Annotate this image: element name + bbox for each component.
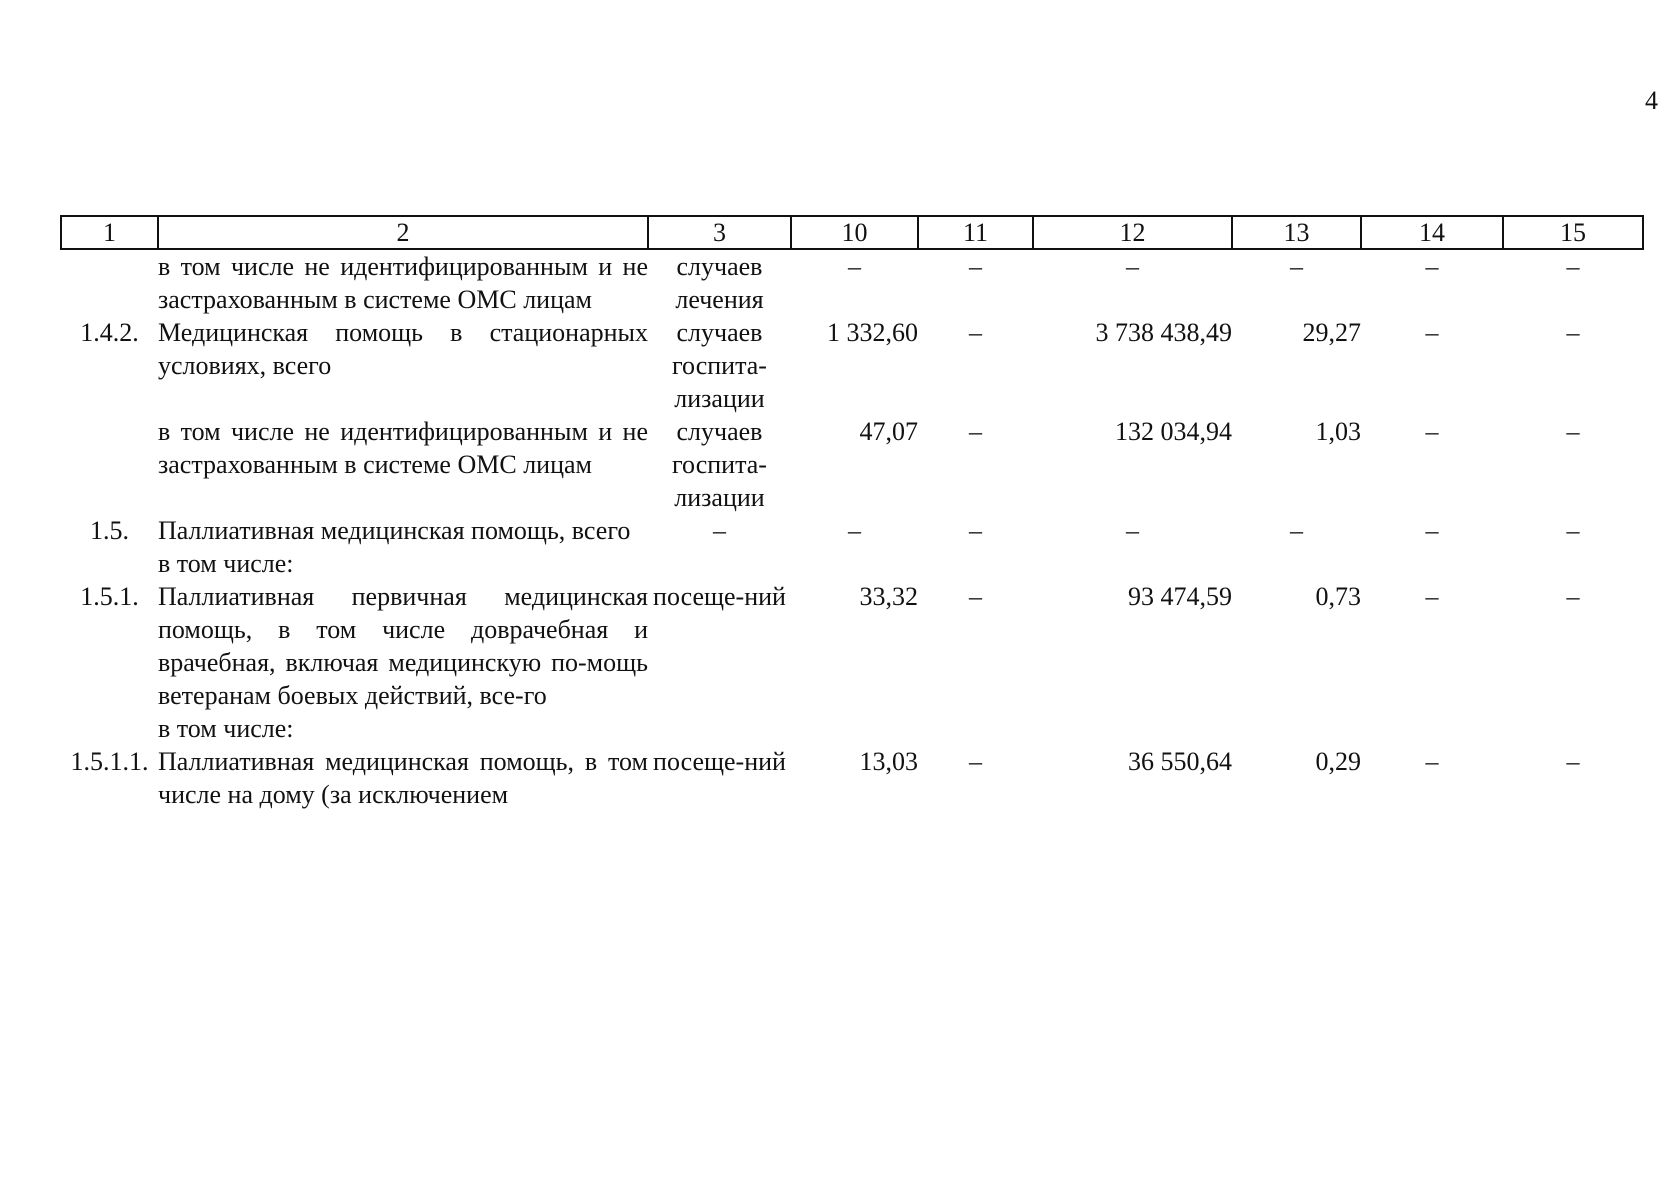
cell-col-14: – (1425, 747, 1439, 776)
cell-col-13: 1,03 (1315, 417, 1361, 446)
data-table (60, 215, 1644, 811)
cell-col-11: – (969, 582, 982, 611)
row-name: в том числе: (158, 714, 294, 743)
cell-col-14: – (1425, 318, 1439, 347)
cell-col-12: 36 550,64 (1128, 747, 1232, 776)
row-name: Медицинская помощь в стационарных условиях, всего (158, 318, 648, 380)
cell-col-10 (791, 712, 918, 745)
cell-col-15: – (1566, 417, 1580, 446)
row-unit (648, 547, 791, 580)
row-name: в том числе не идентифицированным и не застрахованным в системе ОМС лицам (158, 417, 648, 479)
row-number: 1.4.2. (80, 318, 139, 347)
cell-col-15: – (1566, 252, 1580, 281)
cell-col-13: 29,27 (1302, 318, 1361, 347)
cell-col-15: – (1566, 516, 1580, 545)
cell-col-14: – (1425, 252, 1439, 281)
cell-col-14: – (1425, 417, 1439, 446)
cell-col-10: – (848, 252, 861, 281)
row-number: 1.5.1.1. (70, 747, 149, 776)
cell-col-12: – (1126, 516, 1139, 545)
table-header (61, 216, 1643, 249)
row-number (61, 415, 158, 514)
row-number (61, 547, 158, 580)
table-row (61, 514, 1643, 547)
row-name: в том числе не идентифицированным и не застрахованным в системе ОМС лицам (158, 252, 648, 314)
cell-col-11: – (969, 417, 982, 446)
header-col-13: 13 (1232, 216, 1361, 249)
header-col-12: 12 (1033, 216, 1232, 249)
cell-col-15: – (1566, 582, 1580, 611)
cell-col-12: 93 474,59 (1128, 582, 1232, 611)
cell-col-12: – (1126, 252, 1139, 281)
cell-col-10: – (848, 516, 861, 545)
cell-col-15 (1503, 712, 1643, 745)
cell-col-10: 1 332,60 (827, 318, 918, 347)
cell-col-14 (1361, 547, 1503, 580)
header-row (61, 216, 1643, 249)
row-unit: случаев лечения (675, 252, 764, 314)
row-unit: посеще-ний (653, 747, 786, 776)
row-name: в том числе: (158, 549, 294, 578)
table-row (61, 547, 1643, 580)
header-col-2: 2 (158, 216, 648, 249)
cell-col-15: – (1566, 318, 1580, 347)
row-unit: посеще-ний (653, 582, 786, 611)
header-col-14: 14 (1361, 216, 1503, 249)
header-col-11: 11 (918, 216, 1033, 249)
cell-col-11 (918, 712, 1033, 745)
row-name: Паллиативная первичная медицинская помощь, в том числе доврачебная и врачебная, включая медицинскую по-мощь ветеранам боевых действий, все-го (158, 582, 648, 710)
row-number: 1.5. (90, 516, 129, 545)
table-row (61, 316, 1643, 415)
row-name: Паллиативная медицинская помощь, всего (158, 516, 631, 545)
table-row (61, 249, 1643, 316)
cell-col-13: 0,73 (1315, 582, 1361, 611)
cell-col-15 (1503, 547, 1643, 580)
cell-col-11: – (969, 747, 982, 776)
cell-col-12: 3 738 438,49 (1095, 318, 1232, 347)
cell-col-11: – (969, 516, 982, 545)
cell-col-13 (1232, 712, 1361, 745)
cell-col-15: – (1566, 747, 1580, 776)
cell-col-13: – (1290, 516, 1303, 545)
cell-col-14 (1361, 712, 1503, 745)
header-col-1: 1 (61, 216, 158, 249)
cell-col-11: – (969, 252, 982, 281)
table-row (61, 712, 1643, 745)
header-col-10: 10 (791, 216, 918, 249)
cell-col-11: – (969, 318, 982, 347)
cell-col-14: – (1425, 516, 1439, 545)
row-number (61, 249, 158, 316)
row-unit: случаев госпита-лизации (672, 417, 767, 512)
cell-col-13 (1232, 547, 1361, 580)
row-unit (648, 712, 791, 745)
cell-col-13: – (1290, 252, 1303, 281)
cell-col-14: – (1425, 582, 1439, 611)
table-row (61, 745, 1643, 811)
row-unit: случаев госпита-лизации (672, 318, 767, 413)
table-body (61, 249, 1643, 811)
header-col-3: 3 (648, 216, 791, 249)
row-number: 1.5.1. (80, 582, 139, 611)
cell-col-10: 33,32 (859, 582, 918, 611)
cell-col-10: 13,03 (859, 747, 918, 776)
table-row (61, 415, 1643, 514)
cell-col-12 (1033, 547, 1232, 580)
table-row (61, 580, 1643, 712)
row-number (61, 712, 158, 745)
page-number: 4 (1645, 86, 1658, 115)
cell-col-13: 0,29 (1315, 747, 1361, 776)
cell-col-11 (918, 547, 1033, 580)
row-unit: – (713, 516, 726, 545)
cell-col-12 (1033, 712, 1232, 745)
header-col-15: 15 (1503, 216, 1643, 249)
cell-col-10: 47,07 (859, 417, 918, 446)
row-name: Паллиативная медицинская помощь, в том числе на дому (за исключением (158, 747, 648, 809)
cell-col-10 (791, 547, 918, 580)
cell-col-12: 132 034,94 (1115, 417, 1232, 446)
